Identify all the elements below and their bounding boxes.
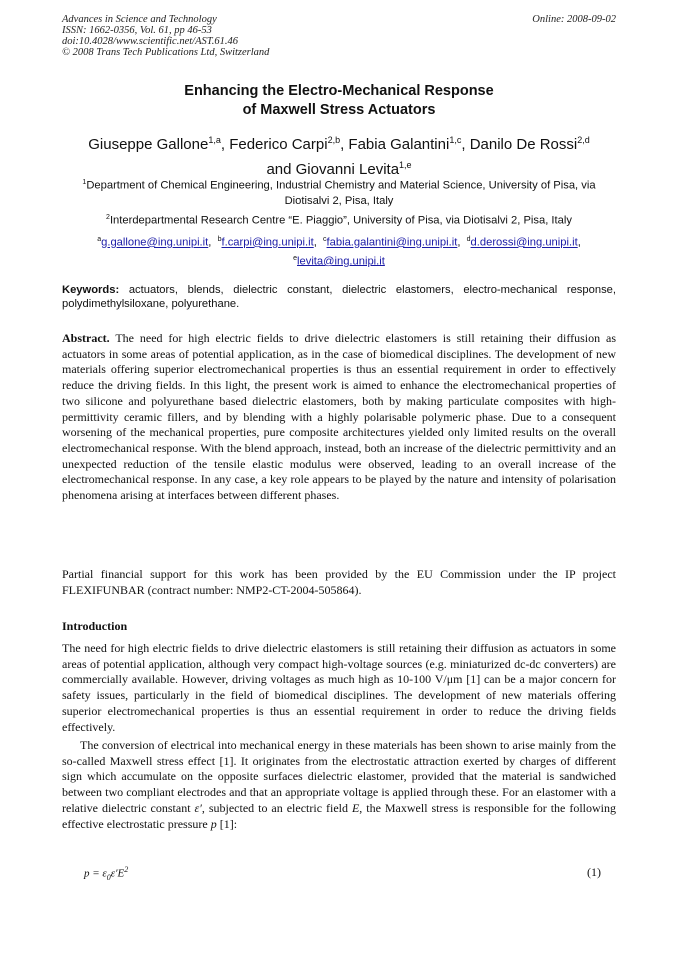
journal-name: Advances in Science and Technology [62, 14, 217, 25]
equation-number: (1) [587, 865, 601, 879]
author-name: Fabia Galantini [348, 136, 450, 153]
paper-title [0, 82, 678, 120]
intro-paragraph-1: The need for high electric fields to drive dielectric elastomers is still retaining their diffusion as actuators in some areas of potential application, although very compact high-voltage sources (e.g. miniaturized dc-dc converters) are commercially available. However, driving voltages as much high as 10-100 V/μm [1] can be a major concern for safety issues, particularly in the field of biomedical disciplines. The development of new materials offering superior electromechanical properties is thus an essential requirement in order to reduce the driving fields effectively. [62, 641, 616, 734]
affiliation-2: $^2$Interdepartmental Research Centre “E. Piaggio”, University of Pisa, via Diotisalvi 2, Pisa, Italy [106, 214, 572, 227]
author-sup: 1,c [449, 135, 462, 145]
issn: ISSN: 1662-0356, Vol. 61, pp 46-53 [62, 25, 212, 36]
abstract [62, 331, 616, 504]
equation-1: $p = \varepsilon_0\varepsilon'E^2$ [84, 865, 129, 882]
copyright: © 2008 Trans Tech Publications Ltd, Switzerland [62, 47, 270, 58]
author-name: Danilo De Rossi [469, 136, 578, 153]
author-name: Giuseppe Gallone [88, 136, 209, 153]
author-sup: 2,d [577, 135, 590, 145]
email-link[interactable]: fabia.galantini@ing.unipi.it [326, 236, 458, 249]
abstract-text: The need for high electric fields to drive dielectric elastomers is still retaining their diffusion as actuators in some areas of potential application, as in the case of biomedical disciplines. The development of new materials offering superior electromechanical properties is thus an essential requirement in order to effectively reduce the driving fields. In this light, the present work is aimed to enhance the electromechanical properties of two silicone and polyurethane based dielectric elastomers, both by making particulate composites with high-permittivity ceramic fillers, and by blending with a highly polarisable polymeric phase. Due to a consequent worsening of the mechanical properties, pure composite architectures yielded only limited results on the overall electromechanical response. With the blend approach, instead, both an increase of the dielectric permittivity and an unexpected reduction of the tensile elastic modulus were observed, leading to an overall increase of the electromechanical response. In any case, a key role appears to be played by the nature and intensity of polarisation phenomena arising at interfaces between different phases. [62, 331, 616, 503]
affiliation-1: $^1$Department of Chemical Engineering, Industrial Chemistry and Material Science, University of Pisa, via Diotisalvi 2, Pisa, Italy [82, 179, 596, 207]
keywords-label: Keywords: [62, 284, 120, 296]
online-date: Online: 2008-09-02 [532, 14, 616, 25]
title-line-2: of Maxwell Stress Actuators [242, 102, 436, 118]
section-heading: Introduction [62, 619, 128, 633]
author-sup: 2,b [327, 135, 341, 145]
funding-note: Partial financial support for this work has been provided by the EU Commission under the IP project FLEXIFUNBAR (contract number: NMP2-CT-2004-505864). [62, 567, 616, 597]
intro-paragraph-2: The conversion of electrical into mechanical energy in these materials has been shown to arise mainly from the so-called Maxwell stress effect [1]. It originates from the electrostatic attraction exerted by charges of different sign which accumulate on the opposite surfaces dielectric elastomer, provided that the material is sandwiched between two compliant electrodes and that an appropriate voltage is applied through these. For an elastomer with a relative dielectric constant ε′, subjected to an electric field E, the Maxwell stress is responsible for the following effective electrostatic pressure p [1]: [62, 738, 616, 831]
keywords-text: actuators, blends, dielectric constant, dielectric elastomers, electro-mechanical response, polydimethylsiloxane, polyurethane. [62, 284, 616, 310]
author-list: Giuseppe Gallone$^{1,a}$, Federico Carpi$^{2,b}$, Fabia Galantini$^{1,c}$, Danilo De Rossi$^{2,d}$ and Giovanni Levita$^{1,e}$ [88, 135, 590, 178]
author-name: Federico Carpi [229, 136, 328, 153]
email-link[interactable]: g.gallone@ing.unipi.it [101, 236, 209, 249]
author-sup: 1,a [208, 135, 221, 145]
email-list: $^a$g.gallone@ing.unipi.it, $^b$f.carpi@ing.unipi.it, $^c$fabia.galantini@ing.unipi.it, $^d$d.derossi@ing.unipi.it, $^e$levita@ing.unipi.it [97, 236, 581, 268]
email-link[interactable]: d.derossi@ing.unipi.it [470, 236, 578, 249]
abstract-label: Abstract. [62, 331, 110, 345]
journal-header [62, 14, 269, 58]
keywords [62, 283, 616, 311]
doi: doi:10.4028/www.scientific.net/AST.61.46 [62, 36, 239, 47]
author-name: Giovanni Levita [295, 161, 400, 178]
email-link[interactable]: f.carpi@ing.unipi.it [221, 236, 314, 249]
email-link[interactable]: levita@ing.unipi.it [297, 255, 385, 268]
title-line-1: Enhancing the Electro-Mechanical Response [184, 83, 494, 99]
author-sup: 1,e [399, 160, 412, 170]
